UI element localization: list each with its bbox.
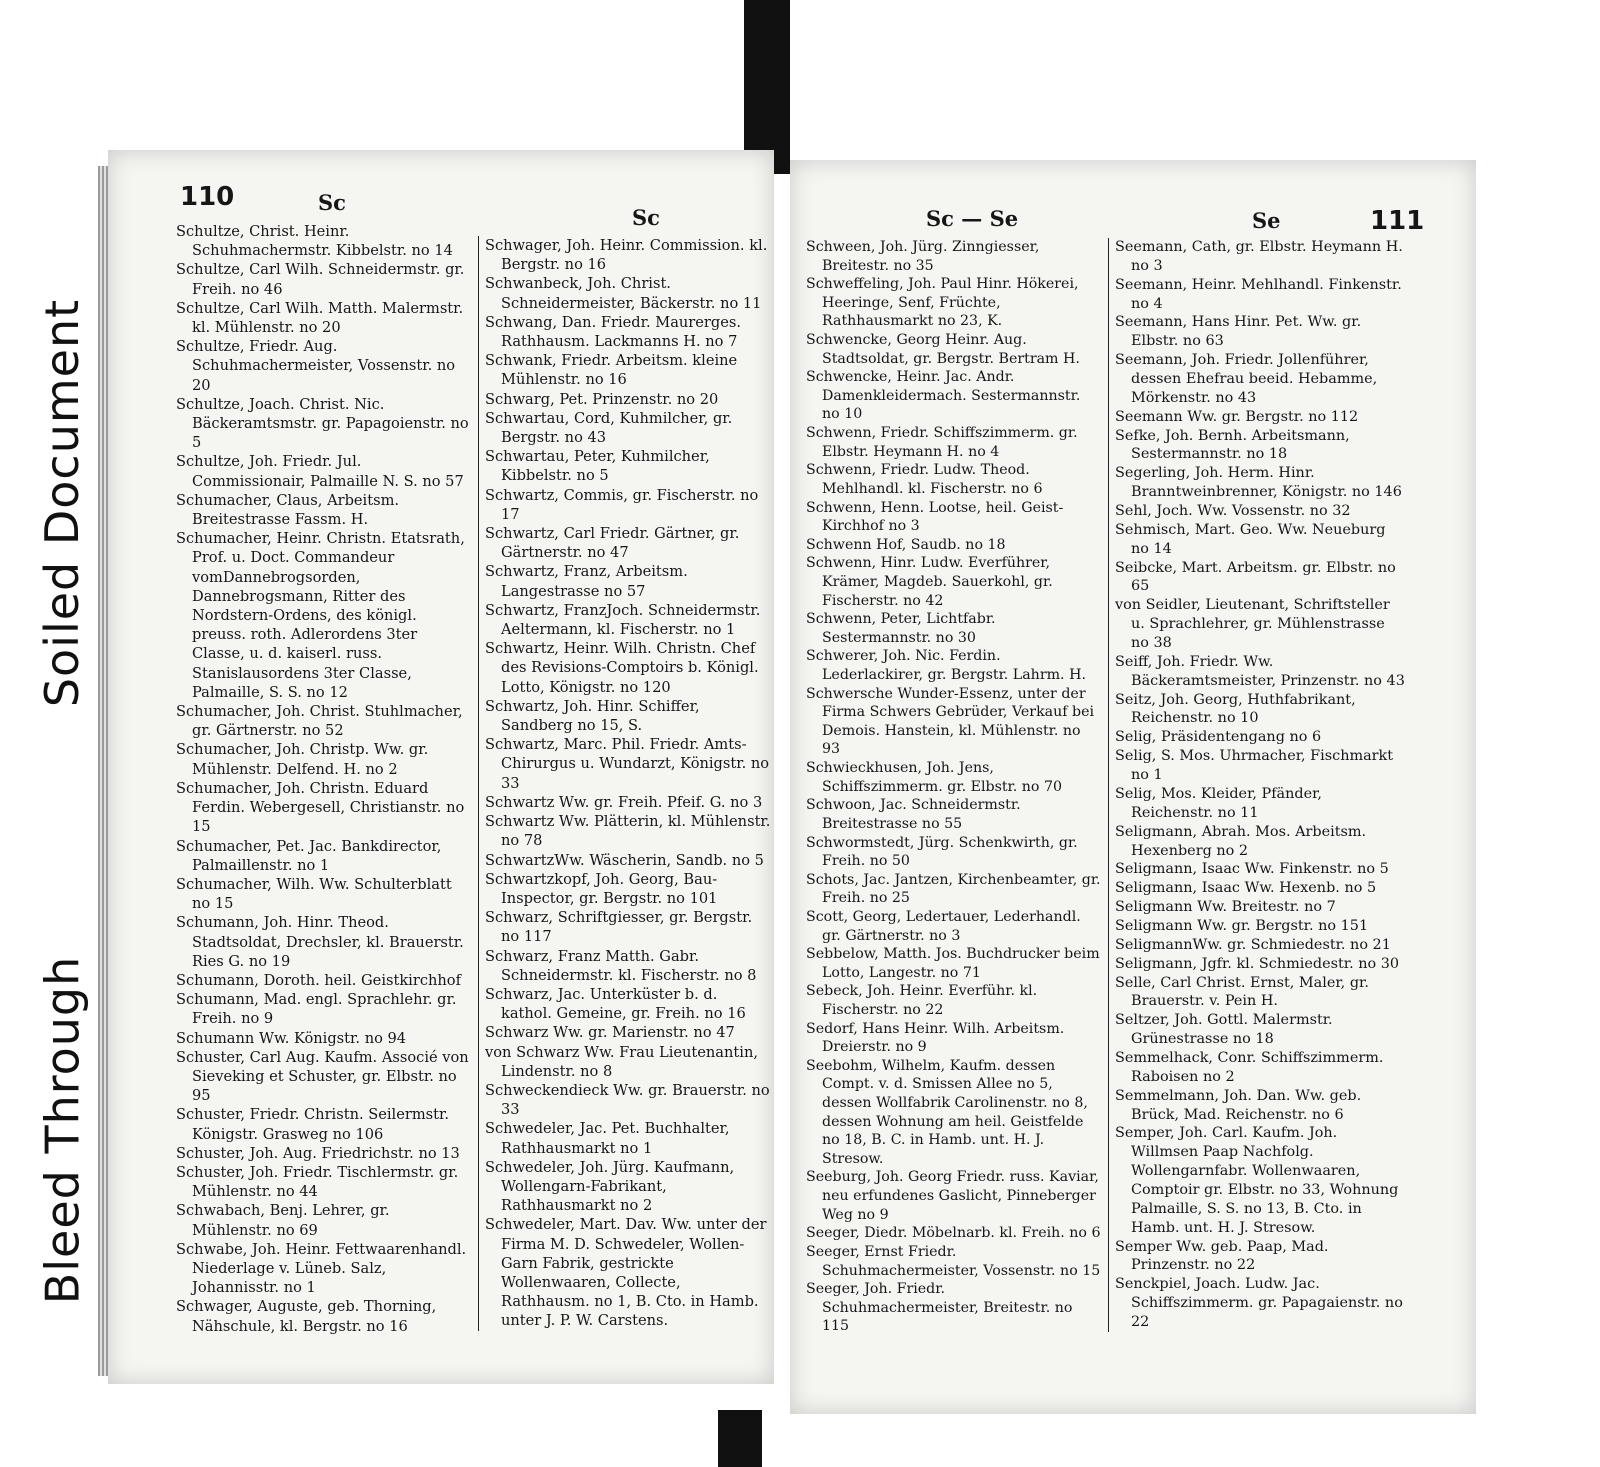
bottom-binding-bar [718,1410,762,1467]
directory-entry: Seebohm, Wilhelm, Kaufm. dessen Compt. v. d. Smissen Allee no 5, dessen Wollfabrik Carolinenstr. no 8, dessen Wohnung am heil. Geistfelde no 18, B. C. in Hamb. unt. H. J. Stresow. [806,1057,1088,1167]
right-page-header-col2: Se [1252,208,1281,233]
directory-entry: Schweffeling, Joh. Paul Hinr. Hökerei, Heeringe, Senf, Früchte, Rathhausmarkt no 23, K. [806,276,1079,330]
left-page-header-col2: Sc [632,205,660,230]
directory-entry: Schumacher, Joh. Christ. Stuhlmacher, gr. Gärtnerstr. no 52 [176,703,463,740]
directory-entry: Seligmann, Jgfr. kl. Schmiedestr. no 30 [1115,955,1400,972]
directory-entry: Selle, Carl Christ. Ernst, Maler, gr. Brauerstr. v. Pein H. [1115,974,1369,1010]
directory-entry: Schwabe, Joh. Heinr. Fettwaarenhandl. Niederlage v. Lüneb. Salz, Johannisstr. no 1 [176,1240,467,1297]
directory-entry: Scott, Georg, Ledertauer, Lederhandl. gr. Gärtnerstr. no 3 [806,908,1081,944]
directory-entry: Seemann, Joh. Friedr. Jollenführer, dessen Ehefrau beeid. Hebamme, Mörkenstr. no 43 [1115,352,1378,406]
directory-entry: Schweckendieck Ww. gr. Brauerstr. no 33 [485,1081,770,1119]
directory-entry: Schween, Joh. Jürg. Zinngiesser, Breitestr. no 35 [806,239,1040,274]
directory-entry: Sehmisch, Mart. Geo. Ww. Neueburg no 14 [1115,521,1386,557]
directory-entry: Seibcke, Mart. Arbeitsm. gr. Elbstr. no 65 [1115,559,1396,595]
directory-entry: Segerling, Joh. Herm. Hinr. Branntweinbrenner, Königstr. no 146 [1115,465,1402,501]
directory-entry: Schwartz Ww. gr. Freih. Pfeif. G. no 3 [485,793,763,811]
directory-entry: Schwartau, Peter, Kuhmilcher, Kibbelstr. no 5 [485,448,710,485]
directory-entry: Schwarz, Franz Matth. Gabr. Schneidermstr. kl. Fischerstr. no 8 [485,947,757,984]
directory-entry: Senckpiel, Joach. Ludw. Jac. Schiffszimmerm. gr. Papagaienstr. no 22 [1115,1276,1403,1330]
directory-entry: Schwencke, Heinr. Jac. Andr. Damenkleidermach. Sestermannstr. no 10 [806,369,1081,423]
directory-entry: Schwenn Hof, Saudb. no 18 [806,536,1006,553]
directory-entry: Schwartz, Carl Friedr. Gärtner, gr. Gärtnerstr. no 47 [485,525,740,562]
directory-entry: Schultze, Joach. Christ. Nic. Bäckeramtsmstr. gr. Papagoienstr. no 5 [176,395,469,452]
directory-entry: Seligmann Ww. gr. Bergstr. no 151 [1115,917,1369,934]
directory-entry: Schwartz, Marc. Phil. Friedr. Amts-Chirurgus u. Wundarzt, Königstr. no 33 [485,736,770,792]
directory-entry: Schultze, Friedr. Aug. Schuhmachermeister, Vossenstr. no 20 [176,338,456,394]
directory-entry: Schwedeler, Joh. Jürg. Kaufmann, Wollengarn-Fabrikant, Rathhausmarkt no 2 [485,1158,735,1215]
left-page-column-2 [478,236,771,1331]
right-page-column-1 [806,238,1102,1336]
directory-entry: Schwabach, Benj. Lehrer, gr. Mühlenstr. no 69 [176,1202,390,1239]
right-page-header-col1: Sc — Se [926,206,1019,231]
directory-entry: Schultze, Christ. Heinr. Schuhmachermstr. Kibbelstr. no 14 [176,223,453,260]
directory-entry: Schultze, Carl Wilh. Schneidermstr. gr. Freih. no 46 [176,261,465,298]
directory-entry: Schwedeler, Jac. Pet. Buchhalter, Rathhausmarkt no 1 [485,1120,730,1157]
directory-entry: Schumann, Joh. Hinr. Theod. Stadtsoldat, Drechsler, kl. Brauerstr. Ries G. no 19 [176,914,464,970]
directory-entry: Schots, Jac. Jantzen, Kirchenbeamter, gr. Freih. no 25 [806,871,1101,907]
directory-entry: Schwedeler, Mart. Dav. Ww. unter der Firma M. D. Schwedeler, Wollen-Garn Fabrik, gestrickte Wollenwaaren, Collecte, Rathhausm. no 1, B. Cto. in Hamb. unter J. P. W. Carstens. [485,1216,767,1330]
directory-entry: Schumacher, Joh. Christp. Ww. gr. Mühlenstr. Delfend. H. no 2 [176,741,429,778]
directory-entry: Seeger, Diedr. Möbelnarb. kl. Freih. no 6 [806,1225,1101,1242]
directory-entry: Seitz, Joh. Georg, Huthfabrikant, Reichenstr. no 10 [1115,691,1356,727]
directory-entry: Schwank, Friedr. Arbeitsm. kleine Mühlenstr. no 16 [485,352,738,389]
directory-entry: Seiff, Joh. Friedr. Ww. Bäckeramtsmeister, Prinzenstr. no 43 [1115,653,1405,689]
directory-entry: Schwarz, Jac. Unterküster b. d. kathol. Gemeine, gr. Freih. no 16 [485,985,746,1023]
right-page-column-2 [1108,238,1405,1332]
directory-entry: Schwager, Joh. Heinr. Commission. kl. Bergstr. no 16 [485,237,768,274]
directory-entry: Sedorf, Hans Heinr. Wilh. Arbeitsm. Dreierstr. no 9 [806,1020,1065,1056]
directory-entry: Schwenn, Friedr. Ludw. Theod. Mehlhandl. kl. Fischerstr. no 6 [806,462,1043,497]
directory-entry: Schwartz, Heinr. Wilh. Christn. Chef des Revisions-Comptoirs b. Königl. Lotto, Königstr. no 120 [485,640,759,696]
directory-entry: Semmelhack, Conr. Schiffszimmerm. Raboisen no 2 [1115,1049,1384,1085]
directory-entry: Schwarg, Pet. Prinzenstr. no 20 [485,390,719,408]
directory-entry: Schwartz, Commis, gr. Fischerstr. no 17 [485,486,759,523]
directory-entry: Schwang, Dan. Friedr. Maurerges. Rathhausm. Lackmanns H. no 7 [485,313,741,351]
directory-entry: Seligmann, Abrah. Mos. Arbeitsm. Hexenberg no 2 [1115,823,1367,859]
directory-entry: Schwoon, Jac. Schneidermstr. Breitestrasse no 55 [806,797,1021,832]
directory-entry: Schwencke, Georg Heinr. Aug. Stadtsoldat, gr. Bergstr. Bertram H. [806,332,1080,367]
directory-entry: von Schwarz Ww. Frau Lieutenantin, Lindenstr. no 8 [485,1043,758,1080]
directory-entry: Seltzer, Joh. Gottl. Malermstr. Grünestrasse no 18 [1115,1012,1333,1048]
directory-entry: Seeger, Joh. Friedr. Schuhmachermeister, Breitestr. no 115 [806,1281,1073,1335]
directory-entry: Schwartz, Joh. Hinr. Schiffer, Sandberg no 15, S. [485,697,700,735]
directory-entry: Schumacher, Wilh. Ww. Schulterblatt no 15 [176,875,452,913]
directory-entry: Schwarz Ww. gr. Marienstr. no 47 [485,1024,735,1042]
directory-entry: Schwenn, Peter, Lichtfabr. Sestermannstr. no 30 [806,611,996,646]
directory-entry: Schuster, Joh. Aug. Friedrichstr. no 13 [176,1144,460,1162]
directory-entry: Seligmann, Isaac Ww. Finkenstr. no 5 [1115,861,1389,878]
directory-entry: Seligmann Ww. Breitestr. no 7 [1115,899,1336,916]
directory-entry: Selig, Präsidentengang no 6 [1115,729,1322,746]
soiled-document-label: Soiled Document [35,298,89,707]
directory-entry: Semper Ww. geb. Paap, Mad. Prinzenstr. no 22 [1115,1238,1329,1274]
directory-entry: Schumacher, Joh. Christn. Eduard Ferdin. Webergesell, Christianstr. no 15 [176,779,465,836]
directory-entry: Schwartzkopf, Joh. Georg, Bau-Inspector, gr. Bergstr. no 101 [485,870,718,907]
directory-entry: Schwartz Ww. Plätterin, kl. Mühlenstr. no 78 [485,813,771,850]
directory-entry: Semmelmann, Joh. Dan. Ww. geb. Brück, Mad. Reichenstr. no 6 [1115,1087,1362,1123]
directory-entry: Schultze, Carl Wilh. Matth. Malermstr. kl. Mühlenstr. no 20 [176,299,464,337]
directory-entry: Schwarz, Schriftgiesser, gr. Bergstr. no 117 [485,909,753,946]
directory-entry: Schultze, Joh. Friedr. Jul. Commissionair, Palmaille N. S. no 57 [176,453,464,490]
directory-entry: Schwanbeck, Joh. Christ. Schneidermeister, Bäckerstr. no 11 [485,275,762,312]
directory-entry: Seemann, Heinr. Mehlhandl. Finkenstr. no 4 [1115,276,1402,312]
directory-entry: Schuster, Friedr. Christn. Seilermstr. Königstr. Grasweg no 106 [176,1106,450,1143]
directory-entry: Seeburg, Joh. Georg Friedr. russ. Kaviar, neu erfundenes Gaslicht, Pinneberger Weg no 9 [806,1169,1099,1223]
directory-entry: Schwersche Wunder-Essenz, unter der Firma Schwers Gebrüder, Verkauf bei Demois. Hanstein, kl. Mühlenstr. no 93 [806,685,1095,758]
directory-entry: Seemann Ww. gr. Bergstr. no 112 [1115,408,1359,425]
directory-entry: Schumann, Doroth. heil. Geistkirchhof [176,971,461,989]
right-page-number: 111 [1370,206,1425,236]
directory-entry: Seeger, Ernst Friedr. Schuhmachermeister, Vossenstr. no 15 [806,1243,1101,1279]
directory-entry: Schuster, Joh. Friedr. Tischlermstr. gr. Mühlenstr. no 44 [176,1163,459,1201]
left-page-number: 110 [180,182,235,212]
directory-entry: Sefke, Joh. Bernh. Arbeitsmann, Sestermannstr. no 18 [1115,427,1350,463]
directory-entry: Seemann, Cath, gr. Elbstr. Heymann H. no 3 [1115,239,1403,274]
directory-entry: Schwager, Auguste, geb. Thorning, Nähschule, kl. Bergstr. no 16 [176,1298,437,1335]
directory-entry: Seemann, Hans Hinr. Pet. Ww. gr. Elbstr. no 63 [1115,314,1362,350]
directory-entry: Schwenn, Hinr. Ludw. Everführer, Krämer, Magdeb. Sauerkohl, gr. Fischerstr. no 42 [806,555,1053,609]
directory-entry: Schuster, Carl Aug. Kaufm. Associé von Sieveking et Schuster, gr. Elbstr. no 95 [176,1048,469,1105]
directory-entry: Schwerer, Joh. Nic. Ferdin. Lederlackirer, gr. Bergstr. Lahrm. H. [806,648,1086,684]
directory-entry: SeligmannWw. gr. Schmiedestr. no 21 [1115,936,1391,953]
directory-entry: Schwenn, Henn. Lootse, heil. Geist-Kirchhof no 3 [806,499,1064,535]
bleed-through-label: Bleed Through [35,955,90,1305]
directory-entry: Schumacher, Claus, Arbeitsm. Breitestrasse Fassm. H. [176,491,400,529]
directory-entry: Semper, Joh. Carl. Kaufm. Joh. Willmsen Paap Nachfolg. Wollengarnfabr. Wollenwaaren, Comptoir gr. Elbstr. no 33, Wohnung Palmaille, S. S. no 13, B. Cto. in Hamb. unt. H. J. Stresow. [1115,1125,1399,1236]
directory-entry: Schwartz, Franz, Arbeitsm. Langestrasse no 57 [485,563,688,600]
top-binding-bar [744,0,790,174]
left-page-header-col1: Sc [318,190,346,215]
left-page-column-1 [176,222,472,1336]
directory-entry: von Seidler, Lieutenant, Schriftsteller u. Sprachlehrer, gr. Mühlenstrasse no 38 [1115,597,1390,652]
directory-entry: Sebbelow, Matth. Jos. Buchdrucker beim Lotto, Langestr. no 71 [806,946,1100,981]
directory-entry: Seligmann, Isaac Ww. Hexenb. no 5 [1115,880,1377,897]
directory-entry: Schwieckhusen, Joh. Jens, Schiffszimmerm. gr. Elbstr. no 70 [806,760,1063,795]
directory-entry: Schwartau, Cord, Kuhmilcher, gr. Bergstr. no 43 [485,409,733,447]
directory-entry: Schumacher, Heinr. Christn. Etatsrath, Prof. u. Doct. Commandeur vomDannebrogsorden, Dannebrogsmann, Ritter des Nordstern-Ordens, des königl. preuss. roth. Adlerordens 3ter Classe, u. d. kaiserl. russ. Stanislausordens 3ter Classe, Palmaille, S. S. no 12 [176,530,465,701]
directory-entry: Schwartz, FranzJoch. Schneidermstr. Aeltermann, kl. Fischerstr. no 1 [485,601,761,639]
directory-entry: Schumann, Mad. engl. Sprachlehr. gr. Freih. no 9 [176,991,457,1028]
directory-entry: Schwenn, Friedr. Schiffszimmerm. gr. Elbstr. Heymann H. no 4 [806,425,1078,460]
directory-entry: Sehl, Joch. Ww. Vossenstr. no 32 [1115,503,1351,520]
directory-entry: Selig, S. Mos. Uhrmacher, Fischmarkt no 1 [1115,748,1394,784]
directory-entry: Schumann Ww. Königstr. no 94 [176,1029,407,1047]
directory-entry: Selig, Mos. Kleider, Pfänder, Reichenstr. no 11 [1115,785,1322,821]
directory-entry: SchwartzWw. Wäscherin, Sandb. no 5 [485,851,764,869]
directory-entry: Schwormstedt, Jürg. Schenkwirth, gr. Freih. no 50 [806,834,1078,870]
directory-entry: Sebeck, Joh. Heinr. Everführ. kl. Fischerstr. no 22 [806,983,1038,1018]
directory-entry: Schumacher, Pet. Jac. Bankdirector, Palmaillenstr. no 1 [176,837,442,874]
